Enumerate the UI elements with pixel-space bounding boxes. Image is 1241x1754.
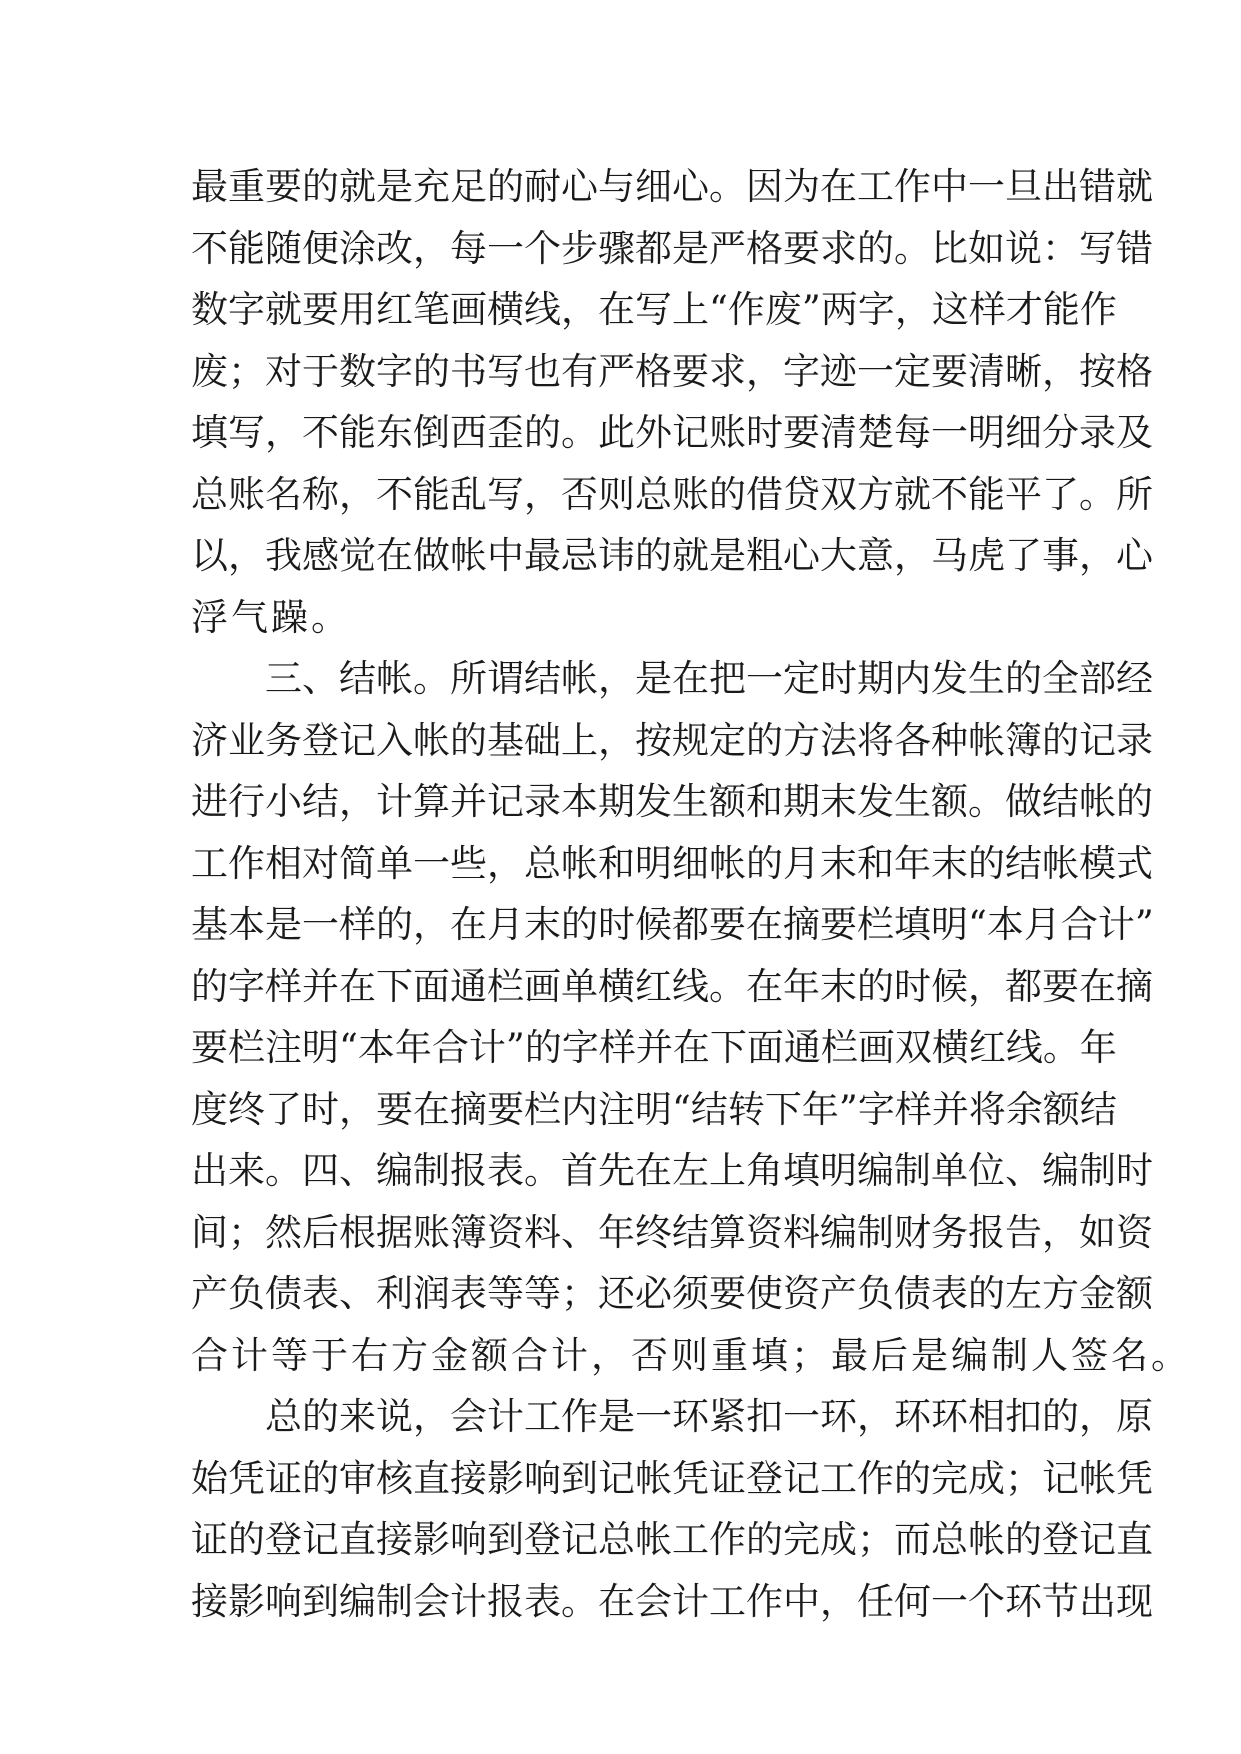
text-line: 合计等于右方金额合计，否则重填；最后是编制人签名。 (191, 1333, 1191, 1377)
text-line: 接影响到编制会计报表。在会计工作中，任何一个环节出现 (191, 1579, 1153, 1623)
text-line: 要栏注明“本年合计”的字样并在下面通栏画双横红线。年 (191, 1026, 1117, 1069)
text-line: 填写，不能东倒西歪的。此外记账时要清楚每一明细分录及 (191, 411, 1153, 454)
text-line: 以，我感觉在做帐中最忌讳的就是粗心大意，马虎了事，心 (191, 534, 1153, 577)
text-line: 出来。四、编制报表。首先在左上角填明编制单位、编制时 (191, 1149, 1153, 1192)
text-line: 产负债表、利润表等等；还必须要使资产负债表的左方金额 (191, 1272, 1153, 1315)
text-line-indented: 三、结帐。所谓结帐，是在把一定时期内发生的全部经 (265, 657, 1153, 700)
text-line: 始凭证的审核直接影响到记帐凭证登记工作的完成；记帐凭 (191, 1456, 1153, 1500)
text-line: 浮气躁。 (191, 595, 351, 639)
text-line-indented: 总的来说，会计工作是一环紧扣一环，环环相扣的，原 (265, 1395, 1153, 1438)
text-line: 工作相对简单一些，总帐和明细帐的月末和年末的结帐模式 (191, 841, 1153, 885)
text-line: 济业务登记入帐的基础上，按规定的方法将各种帐簿的记录 (191, 718, 1153, 762)
text-line: 进行小结，计算并记录本期发生额和期末发生额。做结帐的 (191, 780, 1153, 823)
text-line: 间；然后根据账簿资料、年终结算资料编制财务报告，如资 (191, 1210, 1153, 1254)
text-line: 基本是一样的，在月末的时候都要在摘要栏填明“本月合计” (191, 903, 1154, 946)
text-line: 度终了时，要在摘要栏内注明“结转下年”字样并将余额结 (191, 1087, 1117, 1131)
text-line: 废；对于数字的书写也有严格要求，字迹一定要清晰，按格 (191, 349, 1153, 393)
text-line: 的字样并在下面通栏画单横红线。在年末的时候，都要在摘 (191, 964, 1153, 1008)
text-line: 不能随便涂改，每一个步骤都是严格要求的。比如说：写错 (191, 226, 1153, 270)
text-line: 证的登记直接影响到登记总帐工作的完成；而总帐的登记直 (191, 1518, 1153, 1561)
text-line: 最重要的就是充足的耐心与细心。因为在工作中一旦出错就 (191, 165, 1153, 208)
body-text (191, 156, 1191, 1632)
text-line: 数字就要用红笔画横线，在写上“作废”两字，这样才能作 (191, 288, 1117, 331)
text-line: 总账名称，不能乱写，否则总账的借贷双方就不能平了。所 (191, 472, 1153, 516)
